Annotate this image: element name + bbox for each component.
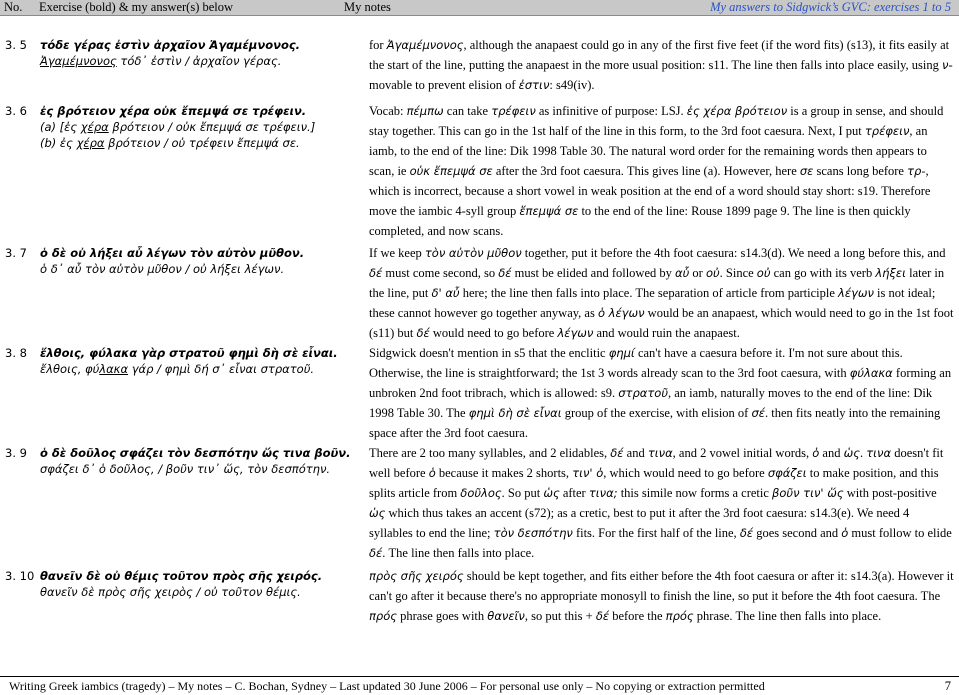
exercise-number: 3. 6: [5, 104, 27, 118]
header-no: No.: [4, 0, 23, 14]
exercise-question: τόδε γέρας ἐστὶν ἀρχαῖον Ἀγαμέμνονος.: [40, 38, 301, 52]
exercise-answer: Ἀγαμέμνονος τόδ᾽ ἐστὶν / ἀρχαῖον γέρας.: [40, 54, 282, 68]
exercise-greek: [40, 37, 345, 69]
exercise-answer: θανεῖν δὲ πρὸς σῆς χειρὸς / οὐ τοῦτον θέμις.: [40, 585, 301, 599]
exercise-answer-a: (a) [ἐς χέρα βρότειον / οὐκ ἔπεμψά σε τρέφειν.]: [40, 120, 316, 134]
exercise-note: πρὸς σῆς χειρός should be kept together, and fits either before the 4th foot caesura or after it: s14.3(a). However it can't go after it because there's no appropriate monosyll to finish the line, so put it before the 4th foot caesura. The πρός phrase goes with θανεῖν, so put this + δέ before the πρός phrase. The line then falls into place.: [369, 569, 954, 623]
exercise-question: ἔλθοις, φύλακα γὰρ στρατοῦ φημὶ δὴ σὲ εἶναι.: [40, 346, 338, 360]
footer-text: Writing Greek iambics (tragedy) – My notes – C. Bochan, Sydney – Last updated 30 June 2006 – For personal use only – No copying or extraction permitted: [9, 679, 765, 693]
exercise-question: ἐς βρότειον χέρα οὐκ ἔπεμψά σε τρέφειν.: [40, 104, 307, 118]
exercise-greek: [40, 445, 351, 477]
header-notes: My notes: [344, 0, 391, 14]
header-exercise: Exercise (bold) & my answer(s) below: [39, 0, 234, 14]
header-answers-link[interactable]: My answers to Sidgwick’s GVC: exercises 1 to 5: [710, 0, 951, 14]
exercise-note: Sidgwick doesn't mention in s5 that the enclitic φημί can't have a caesura before it. I'm not sure about this. Otherwise, the line is straightforward; the 1st 3 words already scan to the 3rd foot caesura, with φύλακα forming an unbroken 2nd foot tribrach, which is allowed: s9. στρατοῦ, an iamb, naturally moves to the end of the line: Dik 1998 Table 30. The φημὶ δὴ σὲ εἶναι group of the exercise, with elision of σέ. then fits neatly into the remaining space after the 3rd foot caesura.: [369, 346, 952, 440]
exercise-question: ὁ δὲ οὐ λήξει αὖ λέγων τὸν αὐτὸν μῦθον.: [40, 246, 305, 260]
exercise-note: for Ἀγαμέμνονος, although the anapaest could go in any of the first five feet (if the word fits) (s13), it fits easily at the start of the line, putting the anapaest in the more usual position: s11. The line then falls into place easily, using ν-movable to prevent elision of ἐστιν: s49(iv).: [369, 38, 953, 92]
exercise-question: ὁ δὲ δοῦλος σφάζει τὸν δεσπότην ὥς τινα βοῦν.: [40, 446, 351, 460]
exercise-number: 3. 10: [5, 569, 35, 583]
exercise-answer: ὁ δ᾽ αὖ τὸν αὐτὸν μῦθον / οὐ λήξει λέγων.: [40, 262, 285, 276]
exercise-number: 3. 7: [5, 246, 27, 260]
exercise-greek: [40, 103, 345, 151]
exercise-question: θανεῖν δὲ οὐ θέμις τοῦτον πρὸς σῆς χειρός.: [40, 569, 323, 583]
exercise-answer-b: (b) ἐς χέρα βρότειον / οὐ τρέφειν ἔπεμψά σε.: [40, 136, 300, 150]
exercise-greek: [40, 345, 345, 377]
exercise-greek: [40, 568, 345, 600]
exercise-number: 3. 9: [5, 446, 27, 460]
exercise-number: 3. 8: [5, 346, 27, 360]
exercise-number: 3. 5: [5, 38, 27, 52]
table-header: [0, 0, 959, 16]
exercise-note: There are 2 too many syllables, and 2 elidables, δέ and τινα, and 2 vowel initial words, ὁ and ὡς. τινα doesn't fit well before ὁ because it makes 2 shorts, τιν' ὁ, which would need to go before σφάζει to make position, and this splits article from δοῦλος. So put ὡς after τινα; this simile now forms a cretic βοῦν τιν' ὥς with post-positive ὡς which thus takes an accent (s72); as a cretic, best to put it after the 3rd foot caesura: s14.3(e). We need 4 syllables to end the line; τὸν δεσπότην fits. For the first half of the line, δέ goes second and ὁ must follow to elide δέ. The line then falls into place.: [369, 446, 952, 560]
exercise-greek: [40, 245, 345, 277]
page-number: 7: [944, 679, 951, 693]
exercise-answer: ἔλθοις, φύλακα γάρ / φημὶ δή σ᾽ εἶναι στρατοῦ.: [40, 362, 315, 376]
page-footer: [0, 676, 959, 695]
exercise-note: Vocab: πέμπω can take τρέφειν as infinitive of purpose: LSJ. ἐς χέρα βρότειον is a group in sense, and should stay together. This can go in the 1st half of the line in this form, to the 3rd foot caesura. Next, I put τρέφειν, an iamb, to the end of the line: Dik 1998 Table 30. The natural word order for the remaining words then appears to scan, ie οὐκ ἔπεμψά σε after the 3rd foot caesura. This gives line (a). However, here σε scans long before τρ-, which is incorrect, because a short vowel in weak position at the end of a word should stay short: s19. Therefore move the iambic 4-syll group ἔπεμψά σε to the end of the line: Rouse 1899 page 9. The line is then quickly completed, and now scans.: [369, 104, 944, 238]
exercise-answer: σφάζει δ᾽ ὁ δοῦλος, / βοῦν τιν᾽ ὥς, τὸν δεσπότην.: [40, 462, 331, 476]
exercise-note: If we keep τὸν αὐτὸν μῦθον together, put it before the 4th foot caesura: s14.3(d). We need a long before this, and δέ must come second, so δέ must be elided and followed by αὖ or οὐ. Since οὐ can go with its verb λήξει later in the line, put δ' αὖ here; the line then falls into place. The separation of article from participle λέγων is not ideal; these cannot however go together anyway, as ὁ λέγων would be an anapaest, which would need to go in the 1st foot (s11) but δέ would need to go before λέγων and would ruin the anapaest.: [369, 246, 954, 340]
